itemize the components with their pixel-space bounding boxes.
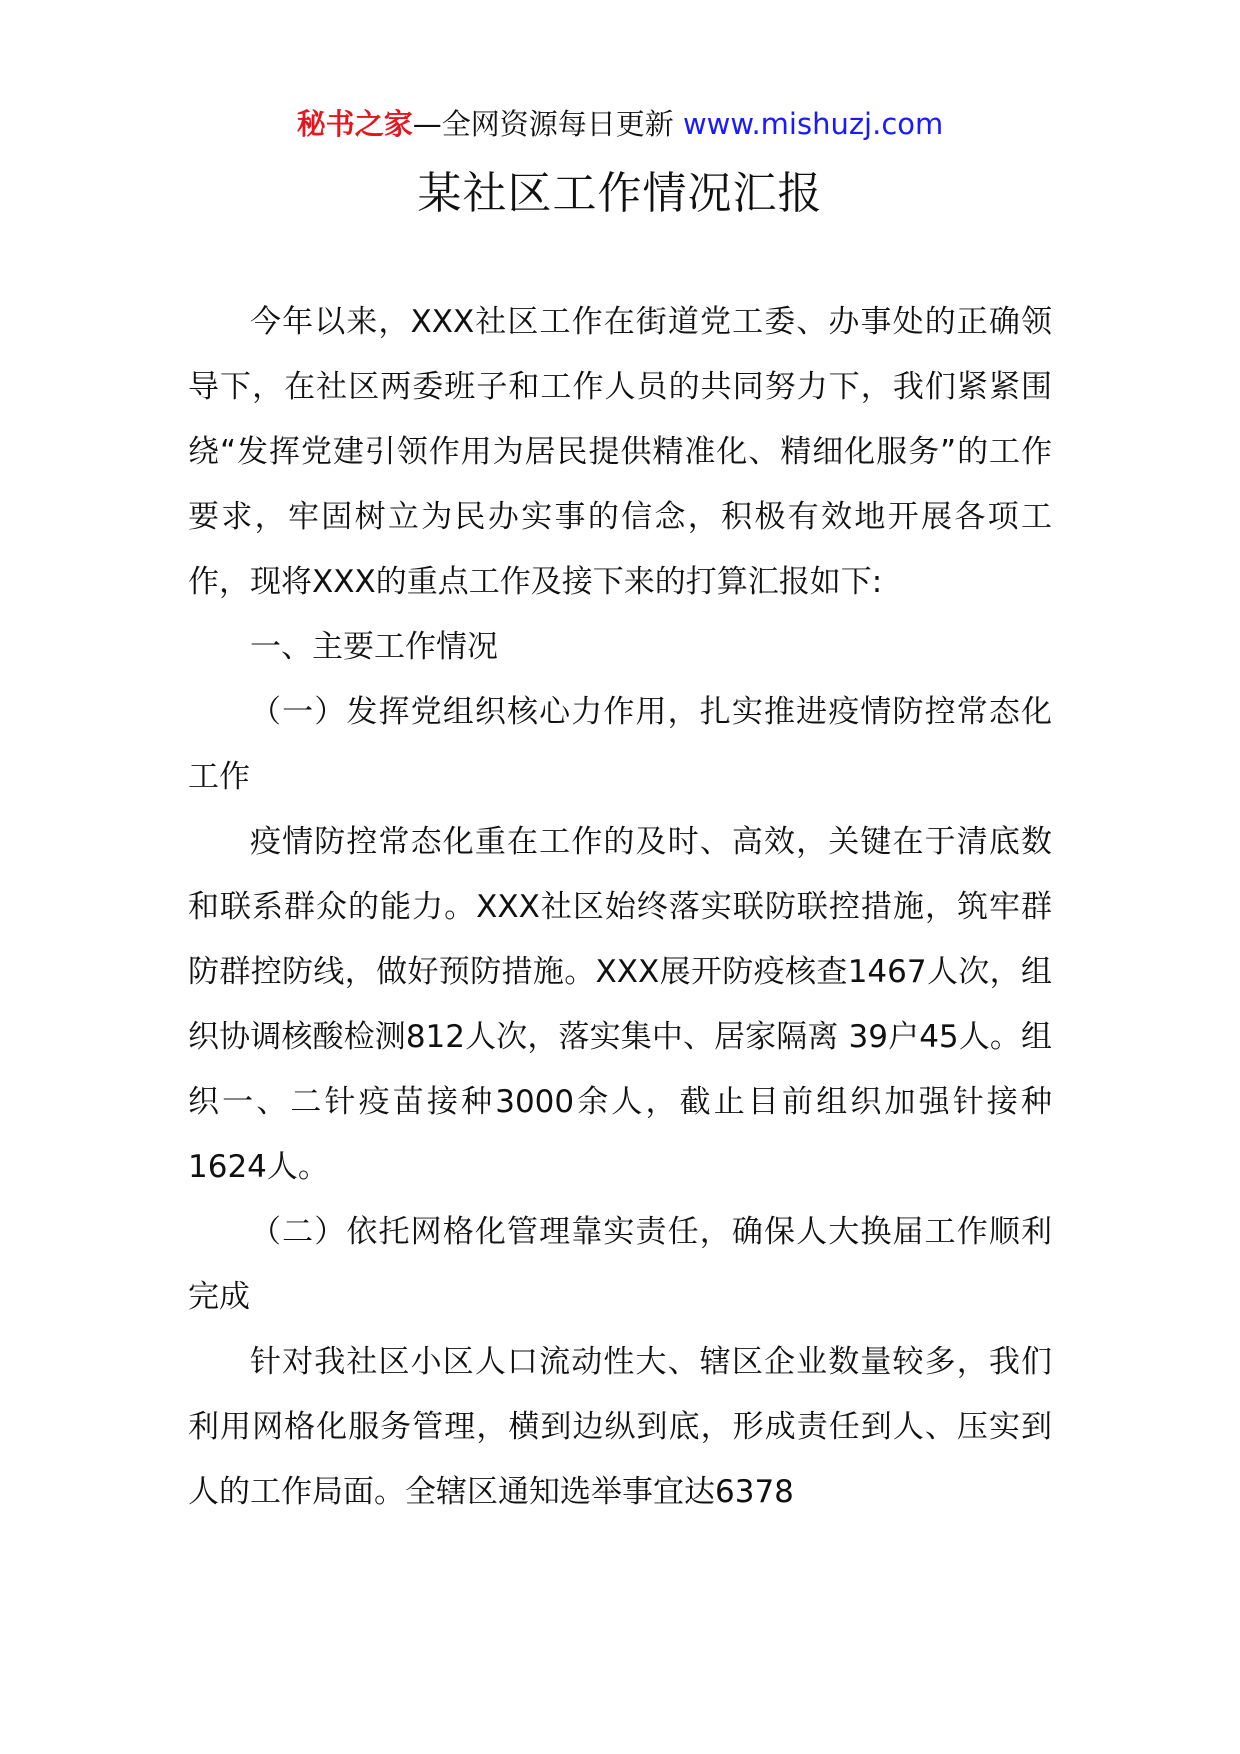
paragraph-intro: 今年以来，XXX社区工作在街道党工委、办事处的正确领导下，在社区两委班子和工作人员的共同努力下，我们紧紧围绕“发挥党建引领作用为居民提供精准化、精细化服务”的工作要求，牢固树立为民办实事的信念，积极有效地开展各项工作，现将XXX的重点工作及接下来的打算汇报如下: — [188, 304, 1052, 600]
document-body — [188, 290, 1052, 1525]
document-title: 某社区工作情况汇报 — [417, 168, 823, 219]
website-link[interactable]: www.mishuzj.com — [682, 107, 944, 141]
paragraph-epidemic-control: 疫情防控常态化重在工作的及时、高效，关键在于清底数和联系群众的能力。XXX社区始终落实联防联控措施，筑牢群防群控防线，做好预防措施。XXX展开防疫核查1467人次，组织协调核酸检测812人次，落实集中、居家隔离 39户45人。组织一、二针疫苗接种3000余人，截止目前组织加强针接种1624人。 — [188, 824, 1052, 1185]
banner-tagline: —全网资源每日更新 — [412, 107, 674, 141]
brand-name: 秘书之家 — [296, 107, 413, 141]
section-heading-main-work: 一、主要工作情况 — [250, 629, 498, 665]
subsection-heading-1: （一）发挥党组织核心力作用，扎实推进疫情防控常态化工作 — [188, 694, 1052, 795]
subsection-heading-2: （二）依托网格化管理靠实责任，确保人大换届工作顺利完成 — [188, 1214, 1052, 1315]
site-banner — [0, 104, 1240, 144]
paragraph-grid-management: 针对我社区小区人口流动性大、辖区企业数量较多，我们利用网格化服务管理，横到边纵到底，形成责任到人、压实到人的工作局面。全辖区通知选举事宜达6378 — [188, 1344, 1052, 1510]
